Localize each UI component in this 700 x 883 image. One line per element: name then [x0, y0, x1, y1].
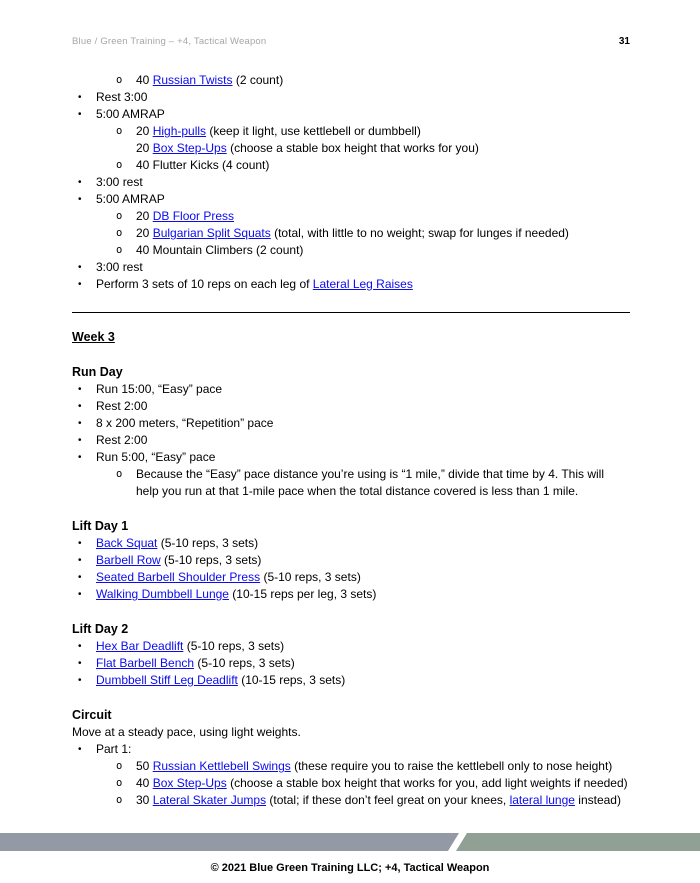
- link-lateral-lunge[interactable]: lateral lunge: [509, 793, 575, 807]
- text-run: 40: [136, 73, 153, 87]
- text-run: (5-10 reps, 3 sets): [160, 553, 262, 567]
- circle-bullet-icon: o: [116, 794, 123, 806]
- list-item: [78, 741, 672, 758]
- page-number: 31: [618, 36, 630, 47]
- text-run: Part 1:: [96, 742, 132, 756]
- list-item: [78, 276, 672, 293]
- circle-bullet-icon: o: [116, 125, 123, 137]
- list-item-text: [96, 741, 131, 758]
- list-item: [78, 449, 672, 466]
- list-item-text: [96, 638, 284, 655]
- text-run: 5:00 AMRAP: [96, 192, 165, 206]
- bullet-icon: •: [78, 744, 82, 755]
- list-item-text: [136, 225, 569, 242]
- list-item: [78, 552, 672, 569]
- circle-bullet-icon: o: [116, 777, 123, 789]
- bullet-icon: •: [78, 555, 82, 566]
- list-item-text: [96, 672, 345, 689]
- list-item: [78, 381, 672, 398]
- bullet-icon: •: [78, 401, 82, 412]
- link-russian-twists[interactable]: Russian Twists: [152, 73, 233, 87]
- list-item-text: [136, 792, 621, 809]
- text-run: 40: [136, 776, 153, 790]
- link-flat-barbell-bench[interactable]: Flat Barbell Bench: [96, 656, 195, 670]
- list-item-text: [96, 106, 165, 123]
- run-day-list: [72, 381, 672, 500]
- bullet-icon: •: [78, 109, 82, 120]
- bullet-icon: •: [78, 589, 82, 600]
- lift-day-1-list: [72, 535, 672, 603]
- text-run: Perform 3 sets of 10 reps on each leg of: [96, 277, 313, 291]
- section-paragraph: Move at a steady pace, using light weights.: [72, 725, 301, 739]
- text-run: Run 5:00, “Easy” pace: [96, 450, 216, 464]
- text-run: 20: [136, 124, 153, 138]
- link-lateral-leg-raises[interactable]: Lateral Leg Raises: [312, 277, 413, 291]
- text-run: (10-15 reps per leg, 3 sets): [228, 587, 377, 601]
- list-item-text: [136, 466, 604, 500]
- section-heading-lift-day-1: Lift Day 1: [72, 519, 129, 533]
- list-item-text: [136, 123, 421, 140]
- link-hex-bar-deadlift[interactable]: Hex Bar Deadlift: [96, 639, 184, 653]
- list-item: [116, 792, 672, 809]
- link-bulgarian-split-squats[interactable]: Bulgarian Split Squats: [152, 226, 271, 240]
- list-item-text: [136, 775, 628, 792]
- text-run: 5:00 AMRAP: [96, 107, 165, 121]
- circuit-list: [72, 741, 672, 809]
- text-run: (2 count): [232, 73, 284, 87]
- text-run: (keep it light, use kettlebell or dumbbell): [206, 124, 421, 138]
- text-run: 3:00 rest: [96, 175, 143, 189]
- bullet-icon: •: [78, 194, 82, 205]
- list-item: [78, 655, 672, 672]
- footer-accent-bar: [0, 833, 700, 851]
- text-run: 40 Mountain Climbers (2 count): [136, 243, 304, 257]
- text-run: help you run at that 1-mile pace when the total distance covered is less than 1 mile.: [136, 484, 579, 498]
- week-heading: Week 3: [72, 330, 115, 344]
- link-back-squat[interactable]: Back Squat: [96, 536, 158, 550]
- text-run: 50: [136, 759, 153, 773]
- text-run: (5-10 reps, 3 sets): [194, 656, 295, 670]
- text-run: 20: [136, 226, 153, 240]
- bullet-icon: •: [78, 572, 82, 583]
- bullet-icon: •: [78, 641, 82, 652]
- list-item-text: [96, 398, 147, 415]
- circle-bullet-icon: o: [116, 210, 123, 222]
- list-item: [78, 432, 672, 449]
- circle-bullet-icon: o: [116, 468, 123, 480]
- list-item-text: [96, 432, 147, 449]
- link-seated-barbell-shoulder-press[interactable]: Seated Barbell Shoulder Press: [96, 570, 261, 584]
- text-run: Run 15:00, “Easy” pace: [96, 382, 223, 396]
- list-item: [116, 208, 672, 225]
- list-item-text: [136, 140, 479, 157]
- list-item: [78, 191, 672, 208]
- text-run: Rest 2:00: [96, 433, 148, 447]
- list-item-text: [96, 191, 165, 208]
- circle-bullet-icon: o: [116, 227, 123, 239]
- list-item: [78, 398, 672, 415]
- list-item-text: [136, 208, 234, 225]
- text-run: Rest 2:00: [96, 399, 148, 413]
- intro-list: [72, 72, 672, 293]
- link-box-step-ups[interactable]: Box Step-Ups: [152, 141, 227, 155]
- section-heading-run-day: Run Day: [72, 365, 123, 379]
- list-item-text: [136, 242, 303, 259]
- list-item: [78, 672, 672, 689]
- section-divider: [72, 312, 630, 313]
- list-item: [78, 586, 672, 603]
- list-item-text: [136, 157, 269, 174]
- list-item-text: [96, 89, 147, 106]
- bullet-icon: •: [78, 279, 82, 290]
- text-run: 8 x 200 meters, “Repetition” pace: [96, 416, 274, 430]
- text-run: (choose a stable box height that works for you, add light weights if needed): [226, 776, 628, 790]
- list-item-text: [96, 552, 261, 569]
- list-item: [78, 535, 672, 552]
- list-item: [78, 415, 672, 432]
- lift-day-2-list: [72, 638, 672, 689]
- no-marker: [116, 140, 136, 157]
- text-run: 20: [136, 209, 153, 223]
- text-run: Because the “Easy” pace distance you’re using is “1 mile,” divide that time by 4. This will: [136, 467, 604, 481]
- text-run: (5-10 reps, 3 sets): [157, 536, 259, 550]
- list-item-text: [96, 381, 222, 398]
- list-item-text: [136, 758, 612, 775]
- bullet-icon: •: [78, 538, 82, 549]
- circle-bullet-icon: o: [116, 244, 123, 256]
- list-item: [116, 123, 672, 140]
- circle-bullet-icon: o: [116, 760, 123, 772]
- list-item-text: [96, 586, 376, 603]
- list-item: [78, 174, 672, 191]
- text-run: (5-10 reps, 3 sets): [260, 570, 361, 584]
- link-db-floor-press[interactable]: DB Floor Press: [152, 209, 235, 223]
- bullet-icon: •: [78, 262, 82, 273]
- list-item: [116, 225, 672, 242]
- list-item-text: [96, 276, 413, 293]
- list-item: [116, 72, 672, 89]
- text-run: (5-10 reps, 3 sets): [183, 639, 285, 653]
- text-run: Rest 3:00: [96, 90, 148, 104]
- text-run: 40 Flutter Kicks (4 count): [136, 158, 270, 172]
- bullet-icon: •: [78, 384, 82, 395]
- link-lateral-skater-jumps[interactable]: Lateral Skater Jumps: [152, 793, 267, 807]
- link-box-step-ups[interactable]: Box Step-Ups: [152, 776, 227, 790]
- list-item: [78, 638, 672, 655]
- list-item: [116, 242, 672, 259]
- bullet-icon: •: [78, 675, 82, 686]
- text-run: (total; if these don’t feel great on your knees,: [266, 793, 510, 807]
- link-russian-kettlebell-swings[interactable]: Russian Kettlebell Swings: [152, 759, 291, 773]
- text-run: (10-15 reps, 3 sets): [237, 673, 346, 687]
- section-heading-lift-day-2: Lift Day 2: [72, 622, 129, 636]
- list-item: [116, 140, 672, 157]
- bullet-icon: •: [78, 452, 82, 463]
- list-item-text: [96, 655, 295, 672]
- text-run: (these require you to raise the kettlebell only to nose height): [290, 759, 613, 773]
- text-run: 20: [136, 141, 153, 155]
- list-item: [116, 775, 672, 792]
- list-item-text: [96, 535, 258, 552]
- list-item-text: [96, 174, 143, 191]
- link-high-pulls[interactable]: High-pulls: [152, 124, 207, 138]
- bullet-icon: •: [78, 92, 82, 103]
- text-run: (total, with little to no weight; swap for lunges if needed): [270, 226, 569, 240]
- list-item-text: [96, 415, 273, 432]
- bullet-icon: •: [78, 177, 82, 188]
- list-item-text: [136, 72, 283, 89]
- list-item-text: [96, 569, 361, 586]
- text-run: 30: [136, 793, 153, 807]
- bullet-icon: •: [78, 658, 82, 669]
- bullet-icon: •: [78, 435, 82, 446]
- list-item: [78, 106, 672, 123]
- section-heading-circuit: Circuit: [72, 708, 112, 722]
- link-dumbbell-stiff-leg-deadlift[interactable]: Dumbbell Stiff Leg Deadlift: [96, 673, 238, 687]
- text-run: instead): [574, 793, 621, 807]
- circle-bullet-icon: o: [116, 74, 123, 86]
- list-item: [78, 569, 672, 586]
- list-item: [116, 758, 672, 775]
- list-item: [116, 157, 672, 174]
- text-run: (choose a stable box height that works for you): [226, 141, 479, 155]
- list-item: [78, 259, 672, 276]
- week3-sections: [72, 364, 672, 809]
- list-item: [78, 89, 672, 106]
- circle-bullet-icon: o: [116, 159, 123, 171]
- list-item: [116, 466, 672, 500]
- text-run: 3:00 rest: [96, 260, 143, 274]
- header-title: Blue / Green Training – +4, Tactical Weapon: [72, 36, 267, 47]
- bullet-icon: •: [78, 418, 82, 429]
- document-body: [72, 0, 672, 809]
- list-item-text: [96, 449, 215, 466]
- list-item-text: [96, 259, 143, 276]
- footer-copyright: © 2021 Blue Green Training LLC; +4, Tactical Weapon: [210, 862, 490, 874]
- link-walking-dumbbell-lunge[interactable]: Walking Dumbbell Lunge: [96, 587, 229, 601]
- link-barbell-row[interactable]: Barbell Row: [96, 553, 161, 567]
